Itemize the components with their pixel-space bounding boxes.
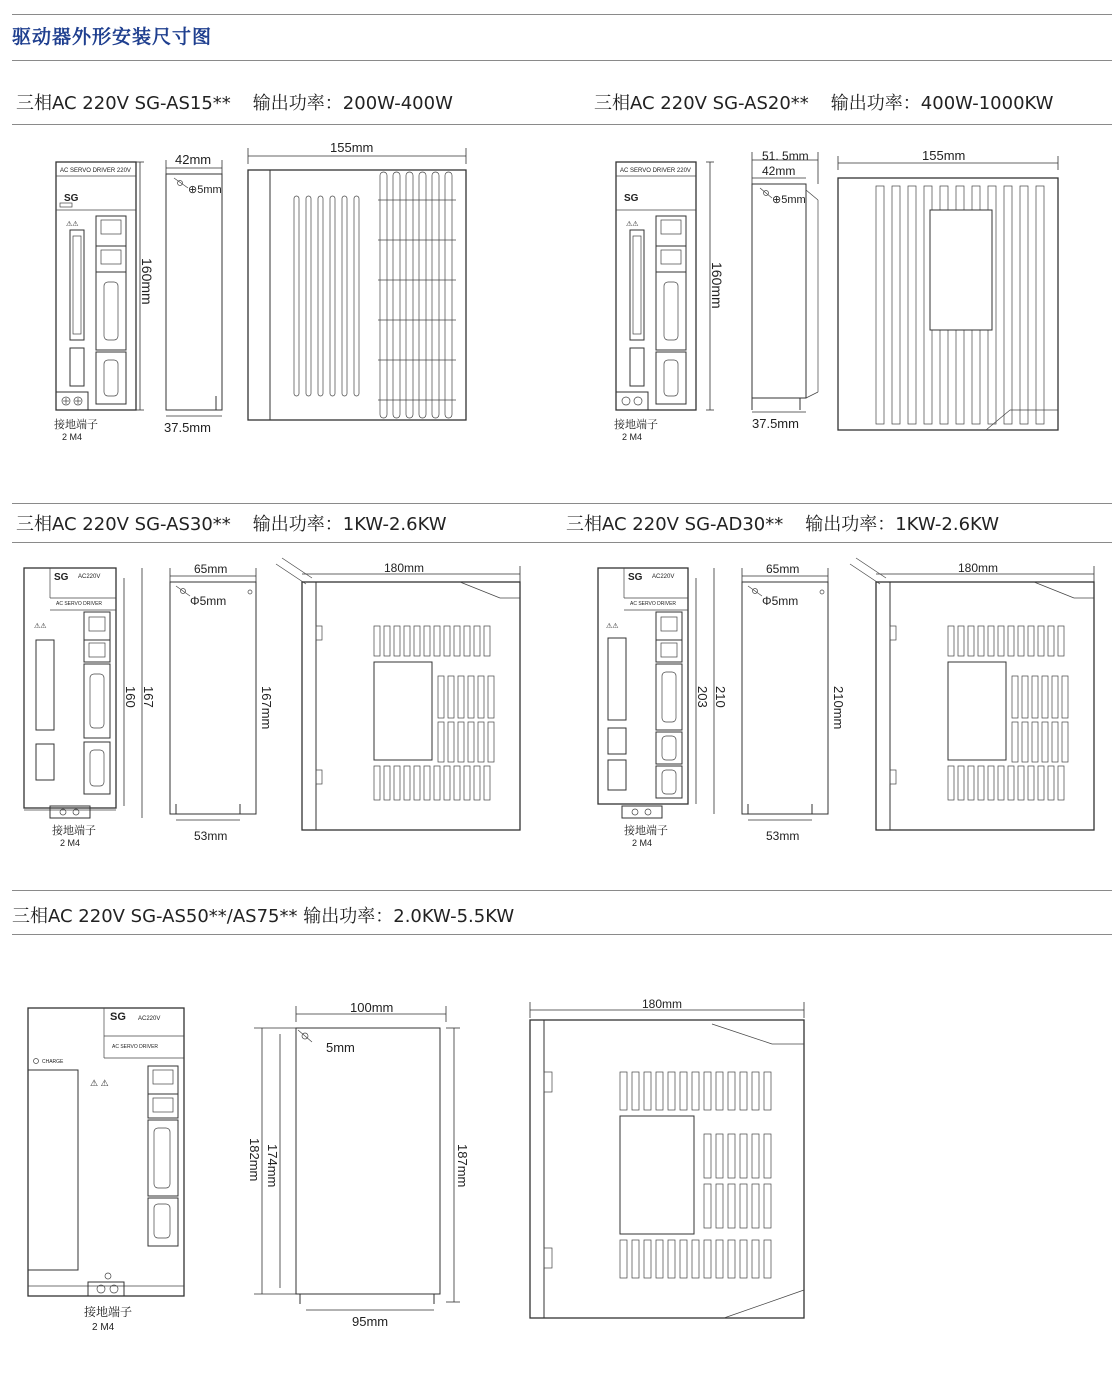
brand-label: SG [624, 193, 639, 204]
power-label: 输出功率：2.0KW-5.5KW [303, 906, 515, 927]
front-header: AC SERVO DRIVER 220V [620, 168, 691, 174]
ad30-front-view [598, 568, 728, 848]
front-subheader: AC SERVO DRIVER [112, 1044, 159, 1050]
warning-icon: ⚠⚠ [34, 623, 47, 630]
brand-label: SG [628, 572, 643, 583]
dim-side-height: 167mm [259, 686, 274, 730]
page-title: 驱动器外形安装尺寸图 [12, 26, 213, 48]
front-header: AC220V [138, 1016, 161, 1022]
as15-side-view [139, 152, 222, 435]
brand-label: SG [54, 572, 69, 583]
vent-slots [620, 1072, 771, 1278]
warning-icon: ⚠⚠ [626, 221, 639, 228]
model-label: 三相AC 220V SG-AD30** [566, 514, 784, 535]
dim-height: 160mm [139, 258, 155, 305]
front-header: AC220V [78, 574, 101, 580]
ground-label: 接地端子 [84, 1305, 133, 1319]
dim-side-bottom: 53mm [766, 829, 800, 843]
ground-label: 接地端子 [614, 419, 658, 431]
front-header: AC SERVO DRIVER 220V [60, 168, 131, 174]
vent-slots [948, 626, 1068, 800]
model-label: 三相AC 220V SG-AS20** [594, 93, 809, 114]
dim-depth: 180mm [384, 561, 425, 575]
dim-side-width: 65mm [194, 562, 228, 576]
dim-side-width: 100mm [350, 1000, 394, 1015]
dim-hole: Φ5mm [762, 594, 799, 608]
vent-slots [374, 626, 494, 800]
dim-hole: Φ5mm [190, 594, 227, 608]
dim-height-outer: 210 [713, 686, 728, 708]
ground-label: 接地端子 [54, 419, 98, 431]
ground-spec: 2 M4 [622, 432, 643, 442]
ground-spec: 2 M4 [60, 838, 81, 848]
dim-hole: ⊕5mm [188, 184, 222, 196]
dim-height: 160mm [709, 262, 725, 309]
model-label: 三相AC 220V SG-AS30** [16, 514, 231, 535]
as50-side-view [247, 1000, 470, 1329]
dim-hole: 5mm [326, 1040, 355, 1055]
power-label: 输出功率：400W-1000KW [830, 93, 1054, 114]
ground-label: 接地端子 [52, 825, 96, 837]
dim-height-outer: 182mm [247, 1138, 262, 1182]
dim-hole: ⊕5mm [772, 194, 806, 206]
as50-front-view [28, 1008, 184, 1333]
dim-side-width: 65mm [766, 562, 800, 576]
dim-side-bottom: 37.5mm [164, 420, 211, 435]
front-header: AC220V [652, 574, 675, 580]
ground-spec: 2 M4 [632, 838, 653, 848]
as30-front-view [24, 568, 156, 848]
power-label: 输出功率：1KW-2.6KW [252, 514, 447, 535]
power-label: 输出功率：200W-400W [252, 93, 453, 114]
dim-side-width-outer: 51. 5mm [762, 149, 809, 163]
dim-side-bottom: 95mm [352, 1314, 389, 1329]
dim-depth: 180mm [642, 997, 683, 1011]
brand-label: SG [110, 1011, 126, 1023]
dim-side-width: 42mm [175, 152, 212, 167]
model-label: 三相AC 220V SG-AS15** [16, 93, 231, 114]
as15-front-view [54, 162, 144, 442]
dim-height-inner: 203 [695, 686, 710, 708]
dim-side-height: 210mm [831, 686, 846, 730]
brand-label: SG [64, 193, 79, 204]
dim-side-bottom: 53mm [194, 829, 228, 843]
as20-front-view [614, 162, 725, 442]
ad30-top-view [850, 558, 1094, 830]
dim-depth: 180mm [958, 561, 999, 575]
power-label: 输出功率：1KW-2.6KW [805, 514, 999, 535]
as20-side-view [752, 149, 818, 431]
dim-side-height: 187mm [455, 1144, 470, 1188]
dim-depth: 155mm [330, 140, 374, 155]
warning-icon: ⚠⚠ [606, 623, 619, 630]
as50-top-view [530, 997, 804, 1318]
ad30-side-view [742, 562, 846, 843]
dim-depth: 155mm [922, 148, 966, 163]
as15-top-view [248, 140, 466, 420]
charge-label: CHARGE [42, 1059, 64, 1065]
dim-side-bottom: 37.5mm [752, 416, 799, 431]
as30-top-view [276, 558, 520, 830]
dim-height-inner: 160 [123, 686, 138, 708]
as20-top-view [838, 148, 1058, 430]
ground-spec: 2 M4 [62, 432, 83, 442]
ground-label: 接地端子 [624, 825, 668, 837]
vent-slots [294, 172, 456, 418]
as30-side-view [170, 562, 274, 843]
front-subheader: AC SERVO DRIVER [56, 601, 103, 607]
dim-height-outer: 167 [141, 686, 156, 708]
dim-side-width: 42mm [762, 164, 796, 178]
warning-icon: ⚠ ⚠ [90, 1078, 109, 1088]
ground-spec: 2 M4 [92, 1322, 115, 1333]
warning-icon: ⚠⚠ [66, 221, 79, 228]
dim-height-inner: 174mm [265, 1144, 280, 1188]
front-subheader: AC SERVO DRIVER [630, 601, 677, 607]
model-label: 三相AC 220V SG-AS50**/AS75** [12, 906, 298, 927]
